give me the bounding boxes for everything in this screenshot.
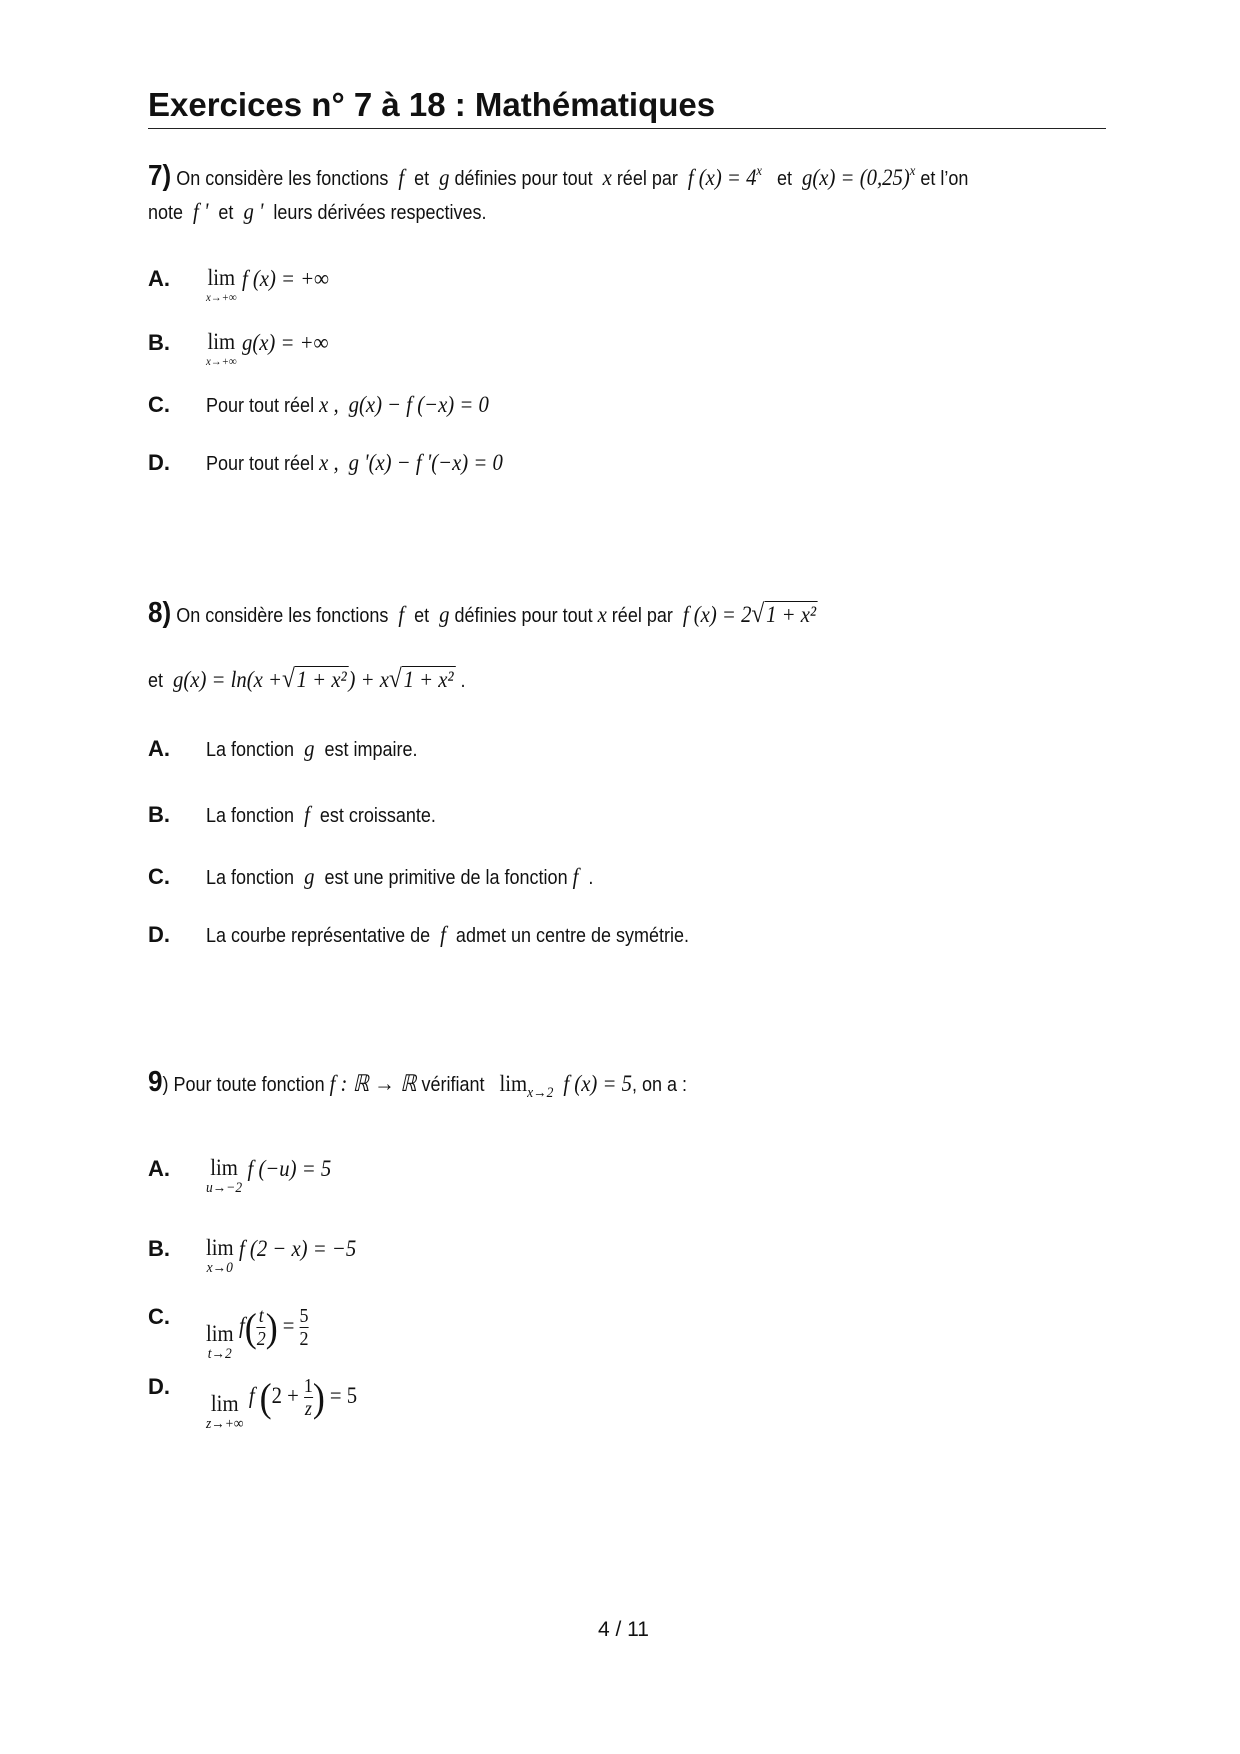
q9-fmap: f : ℝ → ℝ (329, 1071, 417, 1096)
q8-statement-line1 (148, 597, 818, 630)
q7-option-a-letter: A. (148, 266, 170, 291)
q9-a-expr: f (−u) = 5 (247, 1156, 332, 1181)
q7-line2-a: note (148, 202, 184, 224)
q7-c-expr: g(x) − f (−x) = 0 (348, 392, 489, 417)
q7-option-c-letter: C. (148, 392, 170, 417)
q8-text-b: définies pour tout (454, 605, 593, 627)
q8-number: 8) (148, 597, 172, 629)
q7-b-expr: g(x) = +∞ (241, 330, 329, 355)
q9-lim-sub: x→2 (527, 1085, 554, 1101)
q9-statement (148, 1066, 687, 1102)
q9-option-d-letter: D. (148, 1374, 170, 1399)
q9-option-b-letter: B. (148, 1236, 170, 1261)
q8-g-sqrt-1: √1 + x² (282, 664, 347, 693)
q8-f-sqrt: √1 + x² (751, 599, 817, 628)
q7-f-definition: f (x) = 4 (687, 165, 757, 190)
q9-text-c: , on a : (631, 1074, 687, 1096)
q8-c-fn2: f (572, 864, 579, 889)
q7-c-var: x , (319, 392, 339, 417)
q8-option-a (206, 736, 417, 762)
q8-option-b (206, 802, 436, 828)
q7-text-c: réel par (616, 168, 678, 190)
title-underline (148, 128, 1106, 129)
q7-statement-line1 (148, 160, 968, 193)
q8-text-a: On considère les fonctions (176, 605, 389, 627)
q9-d-frac: $\frac{1}{z}$ (303, 1375, 313, 1420)
q9-d-pre: 2 + (271, 1382, 299, 1408)
q9-a-limit: lim u→−2 (206, 1155, 243, 1196)
q7-f-exponent: x (756, 164, 763, 179)
q7-g: g (439, 165, 450, 190)
q7-text-a: On considère les fonctions (176, 168, 389, 190)
q7-d-text: Pour tout réel (206, 453, 315, 475)
q9-number: 9 (148, 1066, 163, 1098)
q7-a-expr: f (x) = +∞ (241, 266, 329, 291)
q9-c-eq: = (282, 1312, 295, 1338)
q8-a-fn: g (304, 736, 315, 761)
q9-c-lparen: ( (244, 1305, 257, 1350)
q7-et: et (414, 168, 430, 190)
q7-text-d: et l’on (920, 168, 969, 190)
q7-x: x (602, 165, 612, 190)
q9-c-frac-2: $\frac{5}{2}$ (299, 1305, 309, 1350)
q8-c-fn: g (304, 864, 315, 889)
q8-option-c-letter: C. (148, 864, 170, 889)
q9-d-limit: lim z→+∞ (206, 1391, 244, 1432)
q8-g-end: . (460, 670, 466, 692)
q9-lim-word: lim (499, 1071, 528, 1096)
q7-b-limit: lim x→+∞ (206, 329, 237, 368)
q8-x: x (597, 602, 607, 627)
q8-g: g (439, 602, 450, 627)
q7-text-b: définies pour tout (454, 168, 593, 190)
q7-fprime: f ' (193, 199, 209, 224)
q8-c-pre: La fonction (206, 867, 295, 889)
q8-f: f (398, 602, 405, 627)
q9-option-a (206, 1156, 331, 1196)
q7-option-c (206, 392, 489, 418)
q9-option-c (206, 1304, 308, 1362)
q7-option-b-letter: B. (148, 330, 170, 355)
q9-lim-expr: f (x) = 5 (563, 1071, 632, 1096)
q7-et-2: et (777, 168, 793, 190)
q7-g-definition: g(x) = (0,25) (802, 165, 910, 190)
q9-b-limit: lim x→0 (206, 1235, 234, 1276)
q8-d-post: admet un centre de symétrie. (455, 925, 690, 947)
q8-f-definition: f (x) = 2 (682, 602, 752, 627)
q9-text-b: vérifiant (421, 1074, 485, 1096)
q7-d-var: x , (319, 450, 339, 475)
q9-c-f: f (239, 1312, 245, 1338)
q8-et: et (414, 605, 430, 627)
q9-c-limit: lim t→2 (206, 1321, 234, 1362)
q7-line2-b: leurs dérivées respectives. (273, 202, 487, 224)
q9-option-b (206, 1236, 356, 1276)
q8-g-sqrt-2: √1 + x² (388, 664, 454, 693)
q8-line2-et: et (148, 670, 164, 692)
q8-g-definition-a: g(x) = ln(x + (173, 667, 283, 692)
q8-d-pre: La courbe représentative de (206, 925, 431, 947)
q9-option-a-letter: A. (148, 1156, 170, 1181)
q9-d-f: f (248, 1382, 255, 1408)
q7-f: f (398, 165, 405, 190)
q7-statement-line2 (148, 199, 487, 225)
q7-c-text: Pour tout réel (206, 395, 315, 417)
q8-option-d (206, 922, 689, 948)
q9-c-rparen: ) (265, 1305, 278, 1350)
q8-b-pre: La fonction (206, 805, 295, 827)
q7-number: 7) (148, 160, 172, 192)
page-title: Exercices n° 7 à 18 : Mathématiques (148, 86, 716, 123)
q9-d-rparen: ) (312, 1375, 325, 1420)
q7-gprime: g ' (243, 199, 264, 224)
q7-a-limit: lim x→+∞ (206, 265, 237, 304)
q7-d-expr: g '(x) − f '(−x) = 0 (348, 450, 503, 475)
q9-option-d (206, 1374, 357, 1432)
q8-option-c (206, 864, 593, 890)
q8-option-b-letter: B. (148, 802, 170, 827)
q8-g-definition-b: ) + x (348, 667, 389, 692)
q8-a-post: est impaire. (324, 739, 418, 761)
q7-g-exponent: x (909, 164, 916, 179)
q8-c-end: . (588, 867, 594, 889)
q8-d-fn: f (440, 922, 446, 947)
q8-b-fn: f (304, 802, 310, 827)
q9-option-c-letter: C. (148, 1304, 170, 1329)
q8-option-d-letter: D. (148, 922, 170, 947)
q8-a-pre: La fonction (206, 739, 295, 761)
page-number: 4 / 11 (598, 1618, 649, 1641)
q8-text-c: réel par (611, 605, 673, 627)
q9-text-a: ) Pour toute fonction (162, 1074, 325, 1096)
q7-option-d (206, 450, 503, 476)
q7-option-a (206, 266, 329, 304)
q7-option-b (206, 330, 328, 368)
q9-c-frac-1: $\frac{t}{2}$ (256, 1305, 266, 1350)
q7-option-d-letter: D. (148, 450, 170, 475)
q9-b-expr: f (2 − x) = −5 (239, 1236, 357, 1261)
q9-d-post: = 5 (329, 1382, 358, 1408)
q8-c-post: est une primitive de la fonction (324, 867, 568, 889)
q8-option-a-letter: A. (148, 736, 170, 761)
q9-d-lparen: ( (259, 1375, 272, 1420)
q8-b-post: est croissante. (319, 805, 436, 827)
q8-statement-line2 (148, 664, 465, 694)
q7-line2-et: et (218, 202, 234, 224)
